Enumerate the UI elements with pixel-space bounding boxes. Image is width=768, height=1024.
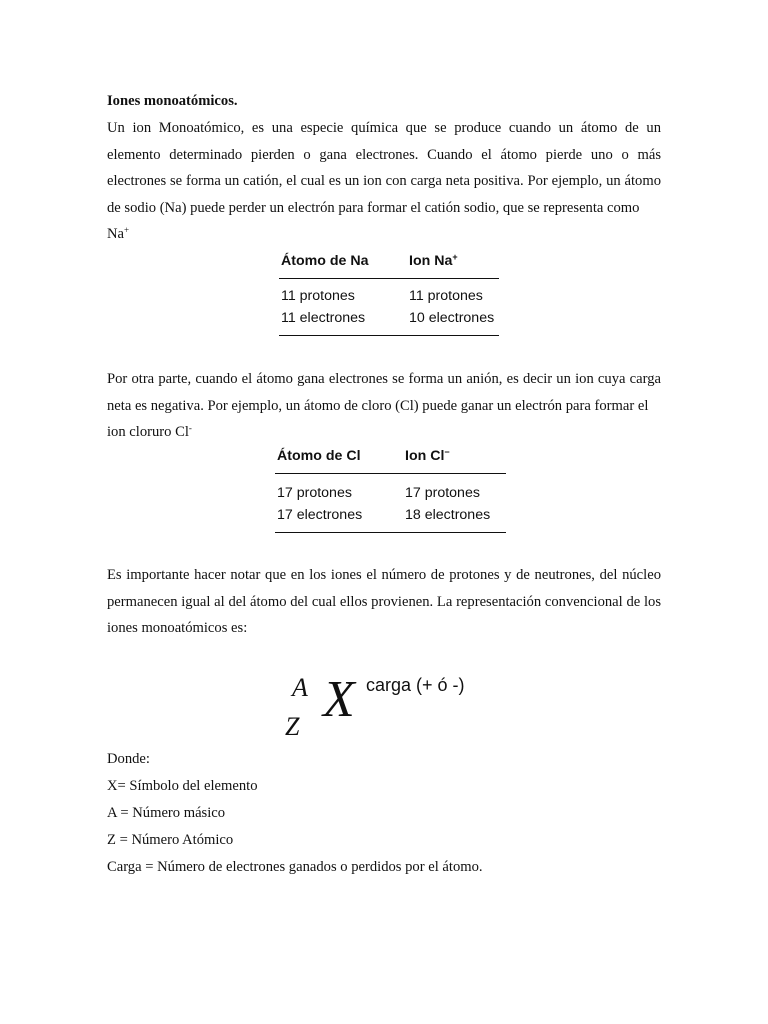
- table-row: [275, 474, 506, 505]
- table-header-ion: [405, 448, 506, 474]
- paragraph-anion-text: Por otra parte, cuando el átomo gana electrones se forma un anión, es decir un ion cuya carga neta es negativa. Por ejemplo, un átomo de cloro (Cl) puede ganar un electrón para formar el: [107, 371, 661, 414]
- paragraph-cation-text: Un ion Monoatómico, es una especie química que se produce cuando un átomo de un elemento determinado pierden o gana electrones. Cuando el átomo pierde uno o más electrones se forma un catión, el cual es un ion con carga neta positiva. Por ejemplo, un átomo de sodio (Na) puede perder un electrón para formar el catión sodio, que se representa como: [107, 120, 661, 216]
- table-cell: 11 protones: [409, 288, 483, 304]
- paragraph-notation: [107, 562, 661, 642]
- table-cell: 11 protones: [281, 288, 355, 304]
- paragraph-cation: [107, 115, 661, 248]
- sodium-ion-charge: +: [124, 225, 130, 236]
- table-header-ion-charge: −: [444, 447, 450, 457]
- table-header-ion-charge: +: [452, 252, 458, 262]
- sodium-ion-symbol: Na: [107, 226, 125, 243]
- table-header-atom: Átomo de Cl: [275, 448, 405, 474]
- paragraph-cation-last-line: [107, 221, 661, 248]
- table-row: [279, 279, 499, 308]
- paragraph-anion-last-line: [107, 419, 661, 446]
- table-cell: 17 protones: [277, 485, 352, 501]
- list-item: Z = Número Atómico: [107, 832, 234, 848]
- list-item: X= Símbolo del elemento: [107, 778, 258, 794]
- chloride-ion-text: ion cloruro Cl: [107, 424, 189, 441]
- formula-symbol: X: [323, 671, 355, 728]
- definitions-list: [107, 746, 667, 881]
- list-item: Donde:: [107, 751, 150, 767]
- paragraph-notation-text: Es importante hacer notar que en los iones el número de protones y de neutrones, del núcleo permanecen igual al del átomo del cual ellos provienen. La representación convencional de los iones monoatómicos es:: [107, 567, 661, 637]
- table-header-ion: [409, 253, 499, 279]
- table-row: [275, 504, 506, 533]
- table-header-ion-label: Ion Cl: [405, 448, 445, 464]
- chloride-ion-charge: -: [188, 423, 192, 434]
- document-body-3: [107, 562, 661, 642]
- list-item: Carga = Número de electrones ganados o perdidos por el átomo.: [107, 859, 483, 875]
- section-heading: Iones monoatómicos.: [107, 93, 238, 109]
- table-header-row: [279, 253, 499, 279]
- table-header-ion-label: Ion Na: [409, 253, 453, 269]
- table-row: [279, 307, 499, 336]
- sodium-ion-table: [279, 253, 499, 336]
- ion-notation-formula: [283, 668, 513, 748]
- table-cell: 17 protones: [405, 485, 480, 501]
- chloride-ion-table: [275, 448, 506, 533]
- document-body: [107, 88, 661, 248]
- list-item: A = Número másico: [107, 805, 226, 821]
- table-cell: 17 electrones: [275, 504, 405, 533]
- paragraph-anion: [107, 366, 661, 446]
- table-cell: 11 electrones: [279, 307, 409, 336]
- table-cell: 18 electrones: [405, 504, 506, 533]
- formula-mass-number: A: [292, 673, 308, 702]
- document-body-2: [107, 366, 661, 446]
- formula-charge: carga (+ ó -): [366, 675, 465, 695]
- table-cell: 10 electrones: [409, 307, 499, 336]
- formula-atomic-number: Z: [285, 712, 300, 741]
- table-header-atom: Átomo de Na: [279, 253, 409, 279]
- table-header-row: [275, 448, 506, 474]
